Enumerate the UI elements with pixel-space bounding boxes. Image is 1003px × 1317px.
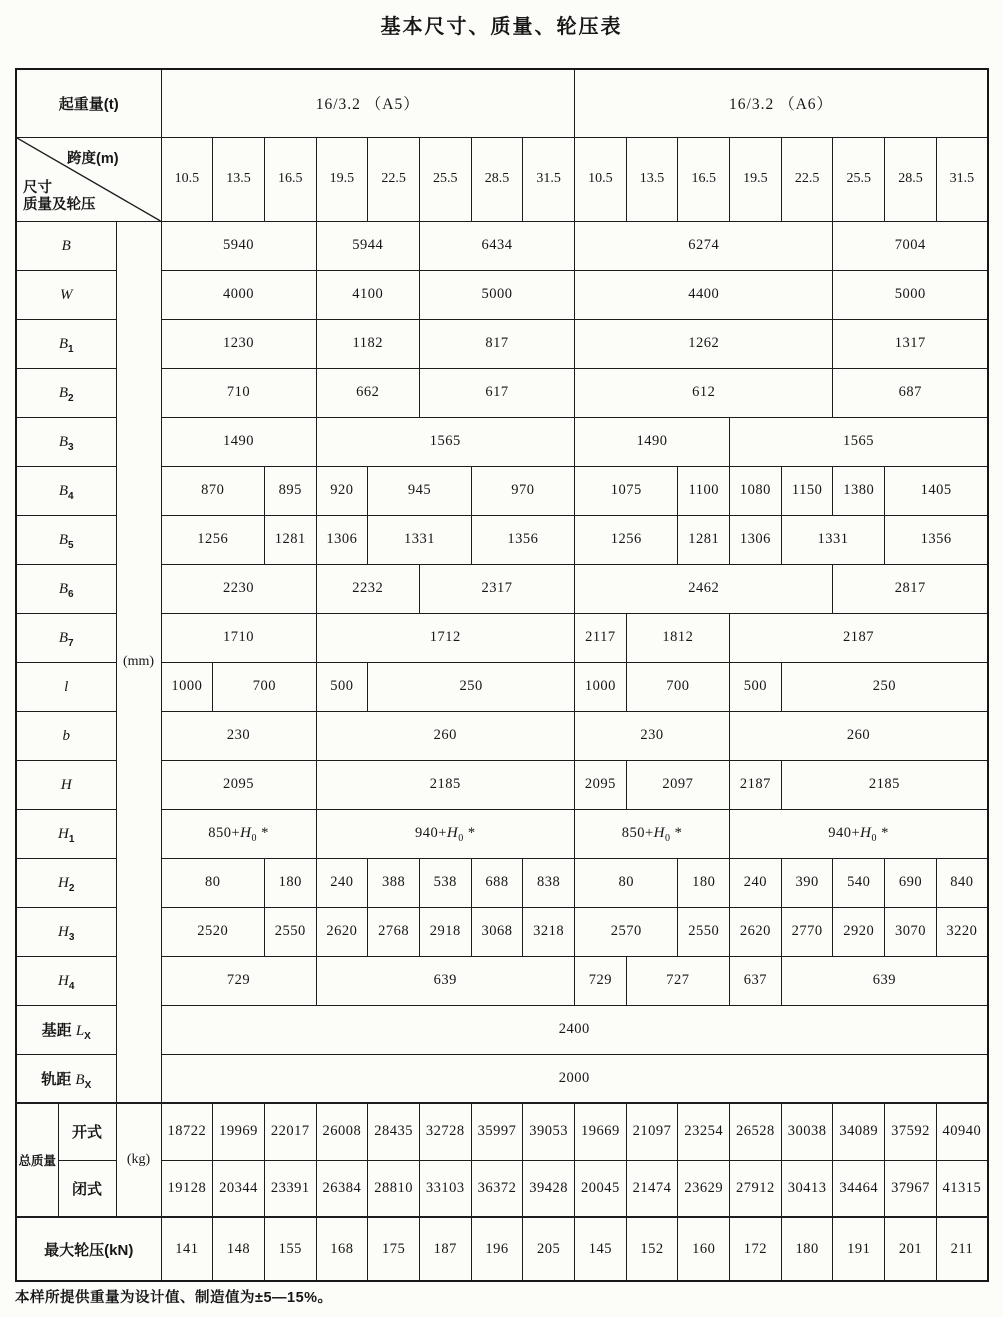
dim-row <box>16 662 988 711</box>
dim-row <box>16 221 988 270</box>
row-label: $B_6$ <box>16 564 116 613</box>
dim-cell: 612 <box>575 368 833 417</box>
dim-row <box>16 319 988 368</box>
dim-cell: 2095 <box>575 760 627 809</box>
span-header: 16.5 <box>678 137 730 221</box>
dim-row <box>16 809 988 858</box>
page-title: 基本尺寸、质量、轮压表 <box>380 16 623 38</box>
mass-cell: 18722 <box>161 1103 213 1160</box>
wheel-pressure-cell: 201 <box>885 1217 937 1281</box>
mass-cell: 28435 <box>368 1103 420 1160</box>
dim-cell: 1000 <box>161 662 213 711</box>
wheel-pressure-cell: 148 <box>213 1217 265 1281</box>
dim-cell: 6434 <box>419 221 574 270</box>
mass-axis-label: 质量及轮压 <box>23 196 96 213</box>
dim-cell: 4000 <box>161 270 316 319</box>
dim-cell: 7004 <box>833 221 988 270</box>
dims-axis-label: 尺寸 <box>23 179 52 196</box>
row-label: $B_3$ <box>16 417 116 466</box>
dim-cell: 5000 <box>833 270 988 319</box>
span-header: 25.5 <box>419 137 471 221</box>
dim-cell: 540 <box>833 858 885 907</box>
dim-cell: 1080 <box>730 466 782 515</box>
dim-cell: 2185 <box>316 760 574 809</box>
dim-cell: 500 <box>730 662 782 711</box>
span-header: 31.5 <box>936 137 988 221</box>
dim-cell: 1100 <box>678 466 730 515</box>
dim-cell: 2117 <box>575 613 627 662</box>
row-label: $B_1$ <box>16 319 116 368</box>
mass-cell: 34089 <box>833 1103 885 1160</box>
dim-cell: 870 <box>161 466 264 515</box>
dim-cell: 1405 <box>885 466 988 515</box>
mass-cell: 37967 <box>885 1160 937 1217</box>
dim-cell: 2462 <box>575 564 833 613</box>
mass-group-label: 总质量 <box>16 1103 58 1217</box>
mass-cell: 19669 <box>575 1103 627 1160</box>
dim-cell: 180 <box>264 858 316 907</box>
mass-cell: 36372 <box>471 1160 523 1217</box>
dim-cell: 1150 <box>781 466 833 515</box>
wheel-pressure-cell: 155 <box>264 1217 316 1281</box>
span-header: 19.5 <box>316 137 368 221</box>
wheel-pressure-cell: 211 <box>936 1217 988 1281</box>
dim-cell: 2520 <box>161 907 264 956</box>
row-label: b <box>16 711 116 760</box>
dim-cell: 1331 <box>781 515 884 564</box>
row-label: W <box>16 270 116 319</box>
span-header: 10.5 <box>575 137 627 221</box>
mass-cell: 21097 <box>626 1103 678 1160</box>
dim-cell: 4100 <box>316 270 419 319</box>
dim-cell: 1490 <box>161 417 316 466</box>
dim-row <box>16 711 988 760</box>
span-header: 13.5 <box>626 137 678 221</box>
mass-cell: 35997 <box>471 1103 523 1160</box>
dim-row <box>16 368 988 417</box>
dim-cell: 2550 <box>264 907 316 956</box>
mass-open-row <box>16 1103 988 1160</box>
dim-cell: 388 <box>368 858 420 907</box>
capacity-header-cell: 起重量(t) <box>16 69 161 137</box>
dim-cell: 2570 <box>575 907 678 956</box>
row-label: $B_4$ <box>16 466 116 515</box>
mass-cell: 30413 <box>781 1160 833 1217</box>
dim-row <box>16 515 988 564</box>
footnote: 本样所提供重量为设计值、制造值为±5—15%。 <box>15 1290 333 1306</box>
dim-cell: 687 <box>833 368 988 417</box>
dim-cell: 3218 <box>523 907 575 956</box>
dim-cell: 1256 <box>575 515 678 564</box>
row-label: $H_1$ <box>16 809 116 858</box>
dim-cell: 688 <box>471 858 523 907</box>
dim-cell: 920 <box>316 466 368 515</box>
row-label: l <box>16 662 116 711</box>
wheel-pressure-cell: 141 <box>161 1217 213 1281</box>
group-a6-header: 16/3.2 （A6） <box>575 69 989 137</box>
span-header: 25.5 <box>833 137 885 221</box>
unit-kg-label: (kg) <box>116 1103 161 1217</box>
wheel-pressure-label: 最大轮压(kN) <box>16 1217 161 1281</box>
mass-open-label: 开式 <box>58 1103 116 1160</box>
dim-cell: 1812 <box>626 613 729 662</box>
dim-row <box>16 564 988 613</box>
dim-cell: 1712 <box>316 613 574 662</box>
mass-cell: 19128 <box>161 1160 213 1217</box>
dim-cell: 945 <box>368 466 471 515</box>
dim-cell: 727 <box>626 956 729 1005</box>
dim-cell: 1356 <box>471 515 574 564</box>
dim-cell: 1000 <box>575 662 627 711</box>
dim-row <box>16 956 988 1005</box>
dim-cell: 2230 <box>161 564 316 613</box>
dim-cell: 5944 <box>316 221 419 270</box>
dim-cell: 700 <box>213 662 316 711</box>
mass-cell: 21474 <box>626 1160 678 1217</box>
mass-cell: 23629 <box>678 1160 730 1217</box>
dim-cell: 662 <box>316 368 419 417</box>
dim-cell: 4400 <box>575 270 833 319</box>
dim-cell: 2185 <box>781 760 988 809</box>
dim-cell: 250 <box>368 662 575 711</box>
mass-cell: 20344 <box>213 1160 265 1217</box>
dim-cell: 1306 <box>316 515 368 564</box>
dim-cell: 3070 <box>885 907 937 956</box>
dim-cell: 6274 <box>575 221 833 270</box>
dim-cell: 80 <box>161 858 264 907</box>
span-header: 22.5 <box>781 137 833 221</box>
wheel-pressure-cell: 205 <box>523 1217 575 1281</box>
wheel-pressure-cell: 196 <box>471 1217 523 1281</box>
dim-cell: 2768 <box>368 907 420 956</box>
dim-cell: 2550 <box>678 907 730 956</box>
row-label: $H_2$ <box>16 858 116 907</box>
dim-cell: 1281 <box>264 515 316 564</box>
dim-cell: 240 <box>316 858 368 907</box>
dim-cell: 637 <box>730 956 782 1005</box>
wheel-pressure-cell: 175 <box>368 1217 420 1281</box>
mass-cell: 22017 <box>264 1103 316 1160</box>
dim-cell: 1331 <box>368 515 471 564</box>
dim-cell: 690 <box>885 858 937 907</box>
group-a5-header: 16/3.2 （A5） <box>161 69 575 137</box>
mass-cell: 23254 <box>678 1103 730 1160</box>
mass-cell: 28810 <box>368 1160 420 1217</box>
mass-cell: 39053 <box>523 1103 575 1160</box>
diagonal-header-cell <box>16 137 161 221</box>
row-label: 轨距 $B_X$ <box>16 1054 116 1103</box>
mass-cell: 39428 <box>523 1160 575 1217</box>
dim-cell: 970 <box>471 466 574 515</box>
mass-cell: 27912 <box>730 1160 782 1217</box>
dim-cell: 538 <box>419 858 471 907</box>
row-label: 基距 $L_X$ <box>16 1005 116 1054</box>
dim-cell: 838 <box>523 858 575 907</box>
mass-closed-row <box>16 1160 988 1217</box>
mass-closed-label: 闭式 <box>58 1160 116 1217</box>
dim-cell: 80 <box>575 858 678 907</box>
dim-cell: 5000 <box>419 270 574 319</box>
dim-cell: 1565 <box>730 417 988 466</box>
dim-cell: 5940 <box>161 221 316 270</box>
dim-cell: 2770 <box>781 907 833 956</box>
dim-cell: 2317 <box>419 564 574 613</box>
dim-cell: 390 <box>781 858 833 907</box>
dim-cell: 260 <box>316 711 574 760</box>
mass-cell: 34464 <box>833 1160 885 1217</box>
mass-cell: 37592 <box>885 1103 937 1160</box>
dim-cell: 710 <box>161 368 316 417</box>
dim-cell: 817 <box>419 319 574 368</box>
wheel-pressure-cell: 187 <box>419 1217 471 1281</box>
dim-cell: $850+H_0$ * <box>575 809 730 858</box>
mass-cell: 23391 <box>264 1160 316 1217</box>
dim-cell: 1490 <box>575 417 730 466</box>
dim-cell: 1306 <box>730 515 782 564</box>
span-header: 28.5 <box>471 137 523 221</box>
dim-row <box>16 858 988 907</box>
row-label: B <box>16 221 116 270</box>
wheel-pressure-row <box>16 1217 988 1281</box>
dim-row <box>16 907 988 956</box>
row-label: H <box>16 760 116 809</box>
span-header: 16.5 <box>264 137 316 221</box>
span-header: 10.5 <box>161 137 213 221</box>
dim-cell: 240 <box>730 858 782 907</box>
dim-cell: 639 <box>316 956 574 1005</box>
span-header: 31.5 <box>523 137 575 221</box>
dim-cell: $940+H_0$ * <box>730 809 988 858</box>
dim-cell: 1230 <box>161 319 316 368</box>
dim-row <box>16 270 988 319</box>
mass-cell: 26008 <box>316 1103 368 1160</box>
mass-cell: 41315 <box>936 1160 988 1217</box>
dim-cell: 2400 <box>161 1005 988 1054</box>
dim-cell: 1262 <box>575 319 833 368</box>
row-label: $B_5$ <box>16 515 116 564</box>
dim-cell: 2918 <box>419 907 471 956</box>
dim-cell: 729 <box>161 956 316 1005</box>
full-row <box>16 1005 988 1054</box>
spec-table <box>15 68 989 1282</box>
dim-cell: 1710 <box>161 613 316 662</box>
dim-cell: 230 <box>161 711 316 760</box>
header-row-capacity <box>16 69 988 137</box>
dim-cell: 2920 <box>833 907 885 956</box>
dim-cell: 617 <box>419 368 574 417</box>
header-row-spans <box>16 137 988 221</box>
dim-cell: 1281 <box>678 515 730 564</box>
dim-cell: 2095 <box>161 760 316 809</box>
dim-cell: 2000 <box>161 1054 988 1103</box>
dim-cell: 1075 <box>575 466 678 515</box>
mass-cell: 26528 <box>730 1103 782 1160</box>
dim-cell: 250 <box>781 662 988 711</box>
dim-cell: 2232 <box>316 564 419 613</box>
mass-cell: 32728 <box>419 1103 471 1160</box>
wheel-pressure-cell: 145 <box>575 1217 627 1281</box>
span-header: 13.5 <box>213 137 265 221</box>
span-axis-label: 跨度(m) <box>67 150 119 167</box>
span-header: 22.5 <box>368 137 420 221</box>
dim-cell: 2187 <box>730 760 782 809</box>
wheel-pressure-cell: 152 <box>626 1217 678 1281</box>
dim-cell: 1182 <box>316 319 419 368</box>
dim-cell: 260 <box>730 711 988 760</box>
unit-mm-label: (mm) <box>116 221 161 1103</box>
dim-cell: 2187 <box>730 613 988 662</box>
mass-cell: 40940 <box>936 1103 988 1160</box>
full-row <box>16 1054 988 1103</box>
dim-cell: $940+H_0$ * <box>316 809 574 858</box>
dim-row <box>16 760 988 809</box>
span-header: 19.5 <box>730 137 782 221</box>
dim-cell: 500 <box>316 662 368 711</box>
dim-row <box>16 417 988 466</box>
mass-cell: 20045 <box>575 1160 627 1217</box>
dim-cell: 180 <box>678 858 730 907</box>
wheel-pressure-cell: 180 <box>781 1217 833 1281</box>
span-header: 28.5 <box>885 137 937 221</box>
dim-cell: $850+H_0$ * <box>161 809 316 858</box>
wheel-pressure-cell: 172 <box>730 1217 782 1281</box>
dim-cell: 230 <box>575 711 730 760</box>
dim-cell: 700 <box>626 662 729 711</box>
dim-cell: 1565 <box>316 417 574 466</box>
dim-cell: 3068 <box>471 907 523 956</box>
row-label: $H_4$ <box>16 956 116 1005</box>
dim-row <box>16 613 988 662</box>
dim-cell: 1356 <box>885 515 988 564</box>
row-label: $B_7$ <box>16 613 116 662</box>
dim-cell: 3220 <box>936 907 988 956</box>
mass-cell: 30038 <box>781 1103 833 1160</box>
mass-cell: 26384 <box>316 1160 368 1217</box>
dim-cell: 2817 <box>833 564 988 613</box>
dim-cell: 1256 <box>161 515 264 564</box>
dim-cell: 2620 <box>730 907 782 956</box>
wheel-pressure-cell: 191 <box>833 1217 885 1281</box>
wheel-pressure-cell: 168 <box>316 1217 368 1281</box>
dim-cell: 1380 <box>833 466 885 515</box>
dim-cell: 729 <box>575 956 627 1005</box>
dim-cell: 2620 <box>316 907 368 956</box>
dim-cell: 639 <box>781 956 988 1005</box>
dim-cell: 2097 <box>626 760 729 809</box>
mass-cell: 19969 <box>213 1103 265 1160</box>
wheel-pressure-cell: 160 <box>678 1217 730 1281</box>
dim-row <box>16 466 988 515</box>
dim-cell: 1317 <box>833 319 988 368</box>
row-label: $B_2$ <box>16 368 116 417</box>
mass-cell: 33103 <box>419 1160 471 1217</box>
row-label: $H_3$ <box>16 907 116 956</box>
dim-cell: 840 <box>936 858 988 907</box>
dim-cell: 895 <box>264 466 316 515</box>
